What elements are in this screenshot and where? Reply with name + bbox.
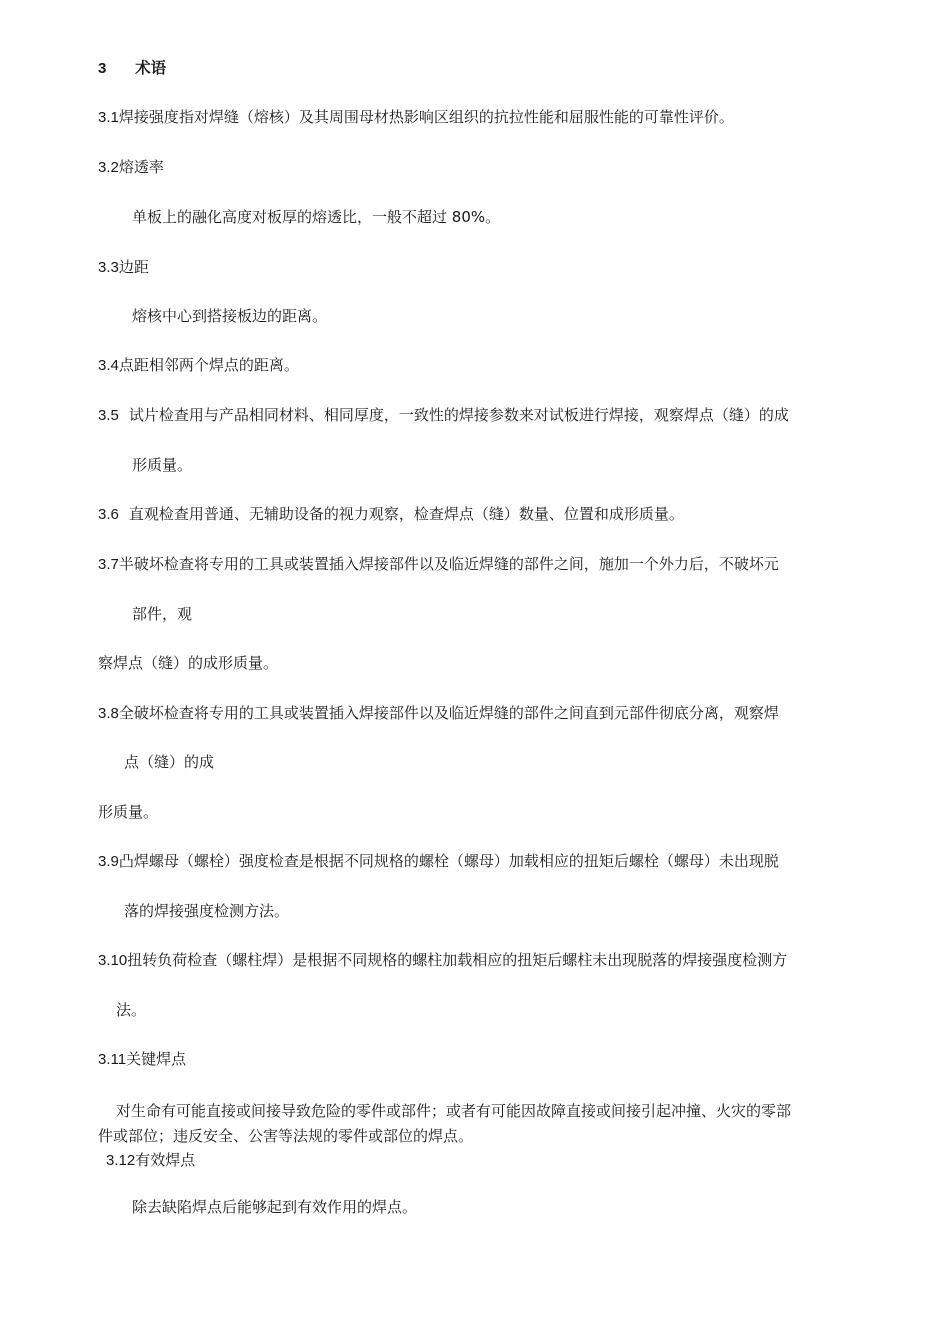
term-3-4: 3.4点距相邻两个焊点的距离。 bbox=[98, 356, 299, 374]
section-title: 术语 bbox=[135, 59, 167, 77]
section-heading bbox=[98, 58, 166, 79]
term-3-8-continuation-2: 形质量。 bbox=[98, 803, 159, 821]
term-3-10-continuation: 法。 bbox=[116, 1001, 147, 1019]
term-3-1: 3.1焊接强度指对焊缝（熔核）及其周围母材热影响区组织的抗拉性能和屈服性能的可靠性评价。 bbox=[98, 108, 734, 126]
term-3-12-definition: 除去缺陷焊点后能够起到有效作用的焊点。 bbox=[132, 1198, 418, 1216]
term-3-7-continuation-1: 部件，观 bbox=[132, 605, 193, 623]
term-3-11-definition-1: 对生命有可能直接或间接导致危险的零件或部件；或者有可能因故障直接或间接引起冲撞、火灾的零部 bbox=[116, 1102, 792, 1120]
term-3-10: 3.10扭转负荷检查（螺柱焊）是根据不同规格的螺柱加载相应的扭矩后螺柱未出现脱落的焊接强度检测方 bbox=[98, 951, 788, 969]
term-3-12: 3.12有效焊点 bbox=[106, 1151, 196, 1169]
term-3-2-definition: 单板上的融化高度对板厚的熔透比，一般不超过 80%。 bbox=[132, 208, 501, 226]
term-3-2: 3.2熔透率 bbox=[98, 158, 164, 176]
term-3-9: 3.9凸焊螺母（螺栓）强度检查是根据不同规格的螺栓（螺母）加载相应的扭矩后螺栓（螺母）未出现脱 bbox=[98, 852, 779, 870]
term-3-11-definition-2: 件或部位；违反安全、公害等法规的零件或部位的焊点。 bbox=[98, 1127, 474, 1145]
term-3-5: 3.5 试片检查用与产品相同材料、相同厚度，一致性的焊接参数来对试板进行焊接，观察焊点（缝）的成 bbox=[98, 406, 789, 424]
term-3-7: 3.7半破坏检查将专用的工具或装置插入焊接部件以及临近焊缝的部件之间，施加一个外力后，不破坏元 bbox=[98, 555, 779, 573]
term-3-9-continuation: 落的焊接强度检测方法。 bbox=[124, 902, 290, 920]
section-number: 3 bbox=[98, 60, 107, 77]
term-3-7-continuation-2: 察焊点（缝）的成形质量。 bbox=[98, 654, 279, 672]
term-3-8-continuation-1: 点（缝）的成 bbox=[124, 753, 215, 771]
term-3-5-continuation: 形质量。 bbox=[132, 456, 193, 474]
term-3-11: 3.11关键焊点 bbox=[98, 1050, 187, 1068]
term-3-8: 3.8全破坏检查将专用的工具或装置插入焊接部件以及临近焊缝的部件之间直到元部件彻底分离，观察焊 bbox=[98, 704, 779, 722]
term-3-3: 3.3边距 bbox=[98, 258, 149, 276]
term-3-6: 3.6 直观检查用普通、无辅助设备的视力观察，检查焊点（缝）数量、位置和成形质量。 bbox=[98, 505, 684, 523]
term-3-3-definition: 熔核中心到搭接板边的距离。 bbox=[132, 307, 328, 325]
